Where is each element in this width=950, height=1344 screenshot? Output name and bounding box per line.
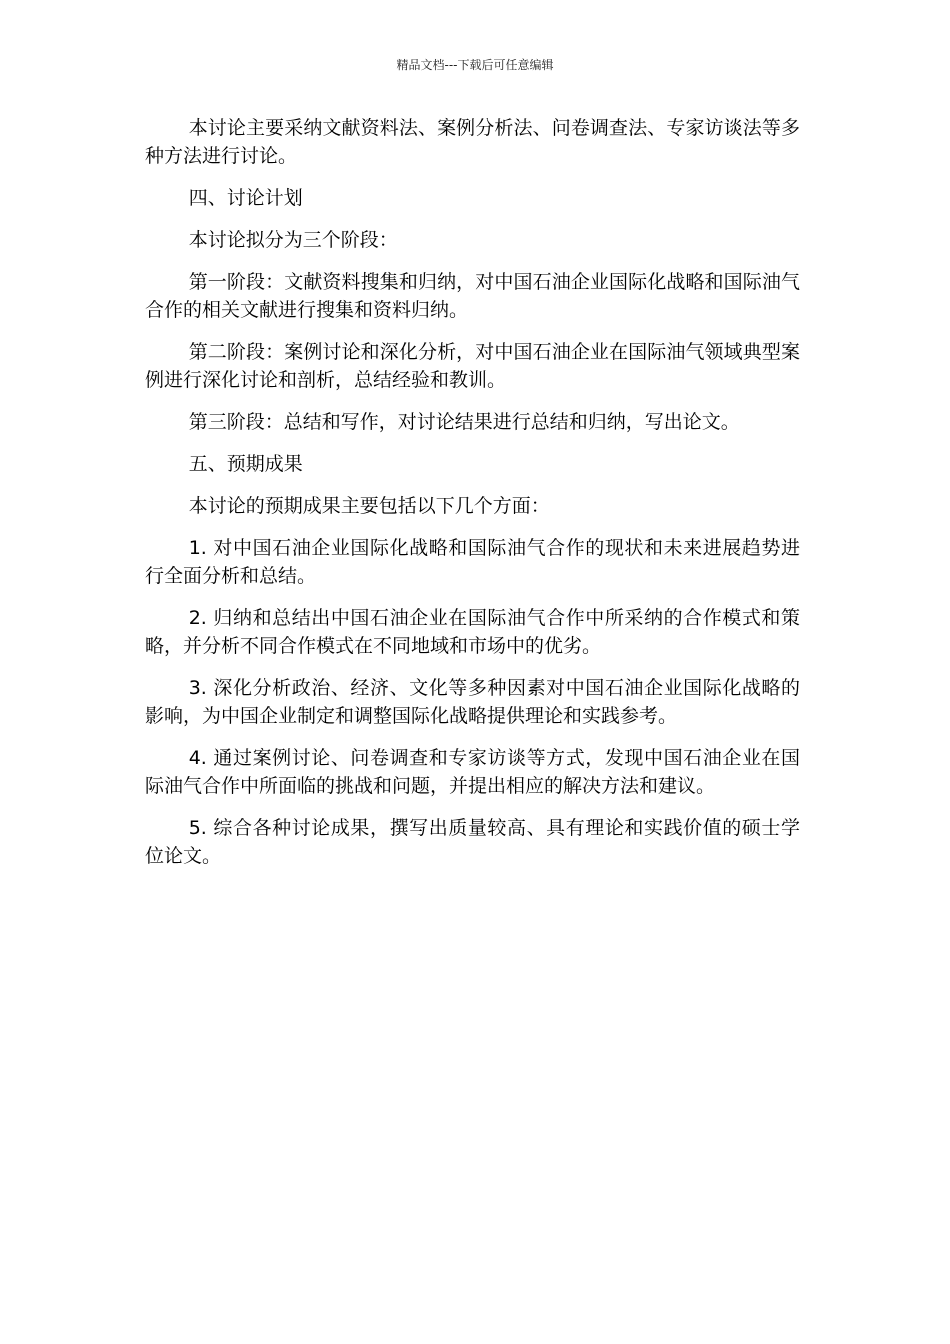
header-note: 精品文档---下载后可任意编辑 (396, 58, 554, 72)
paragraph-stage-three: 第三阶段：总结和写作，对讨论结果进行总结和归纳，写出论文。 (188, 411, 740, 433)
paragraph-outcomes-intro: 本讨论的预期成果主要包括以下几个方面： (188, 495, 550, 517)
list-item-outcome-5: 5. 综合各种讨论成果，撰写出质量较高、具有理论和实践价值的硕士学位论文。 (145, 817, 800, 867)
paragraph-stage-two: 第二阶段：案例讨论和深化分析，对中国石油企业在国际油气领域典型案例进行深化讨论和剖析，总结经验和教训。 (145, 341, 800, 391)
document-body (145, 114, 800, 884)
list-item-outcome-4: 4. 通过案例讨论、问卷调查和专家访谈等方式，发现中国石油企业在国际油气合作中所面临的挑战和问题，并提出相应的解决方法和建议。 (145, 747, 800, 797)
list-item-outcome-1: 1. 对中国石油企业国际化战略和国际油气合作的现状和未来进展趋势进行全面分析和总结。 (145, 537, 800, 587)
paragraph-plan-intro: 本讨论拟分为三个阶段： (188, 229, 398, 251)
paragraph-stage-one: 第一阶段：文献资料搜集和归纳，对中国石油企业国际化战略和国际油气合作的相关文献进行搜集和资料归纳。 (145, 271, 800, 321)
list-item-outcome-2: 2. 归纳和总结出中国石油企业在国际油气合作中所采纳的合作模式和策略，并分析不同合作模式在不同地域和市场中的优劣。 (145, 607, 800, 657)
list-item-outcome-3: 3. 深化分析政治、经济、文化等多种因素对中国石油企业国际化战略的影响，为中国企业制定和调整国际化战略提供理论和实践参考。 (145, 677, 800, 727)
paragraph-methods: 本讨论主要采纳文献资料法、案例分析法、问卷调查法、专家访谈法等多种方法进行讨论。 (145, 117, 800, 167)
section-heading-plan: 四、讨论计划 (188, 187, 303, 209)
section-heading-outcomes: 五、预期成果 (188, 453, 303, 475)
